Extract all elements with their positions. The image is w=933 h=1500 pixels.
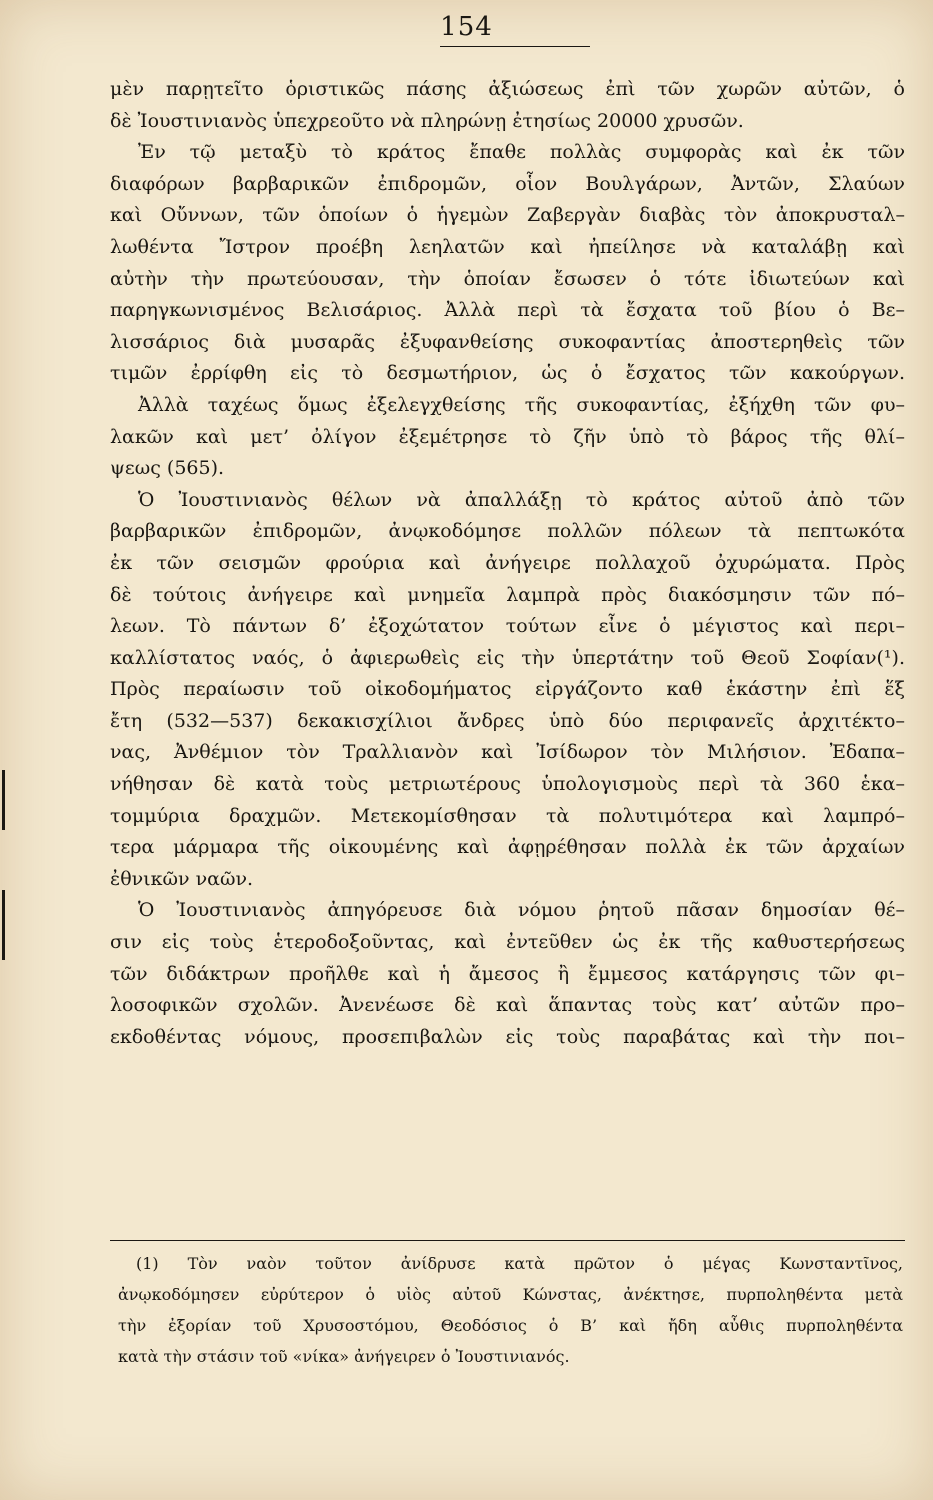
header-rule — [440, 46, 590, 47]
text-line: νας, Ἀνθέμιον τὸν Τραλλιανὸν καὶ Ἰσίδωρον τὸν Μιλήσιον. Ἐδαπα– — [110, 741, 905, 764]
text-line: σιν εἰς τοὺς ἑτεροδοξοῦντας, καὶ ἐντεῦθεν ὡς ἐκ τῆς καθυστερήσεως — [110, 931, 905, 954]
text-line: τερα μάρμαρα τῆς οἰκουμένης καὶ ἀφῃρέθησαν πολλὰ ἐκ τῶν ἀρχαίων — [110, 836, 905, 859]
text-line: καὶ Οὔννων, τῶν ὁποίων ὁ ἡγεμὼν Ζαβεργὰν διαβὰς τὸν ἀποκρυσταλ– — [110, 204, 905, 227]
text-line: ἐθνικῶν ναῶν. — [110, 867, 254, 890]
footnote-line: τὴν ἐξορίαν τοῦ Χρυσοστόμου, Θεοδόσιος ὁ Β’ καὶ ἤδη αὖθις πυρποληθέντα — [118, 1316, 903, 1335]
text-line: νήθησαν δὲ κατὰ τοὺς μετριωτέρους ὑπολογισμοὺς περὶ τὰ 360 ἑκα– — [110, 773, 905, 796]
text-line: τιμῶν ἐρρίφθη εἰς τὸ δεσμωτήριον, ὡς ὁ ἔσχατος τῶν κακούργων. — [110, 362, 905, 385]
footnote-line: ἀνῳκοδόμησεν εὐρύτερον ὁ υἱὸς αὐτοῦ Κώνστας, ἀνέκτησε, πυρποληθέντα μετὰ — [118, 1285, 903, 1304]
text-line: Πρὸς περαίωσιν τοῦ οἰκοδομήματος εἰργάζοντο καθ ἑκάστην ἐπὶ ἕξ — [110, 678, 905, 701]
footnote — [118, 1248, 903, 1372]
text-line: Ἀλλὰ ταχέως ὅμως ἐξελεγχθείσης τῆς συκοφαντίας, ἐξήχθη τῶν φυ– — [138, 393, 905, 416]
text-line: Ἐν τῷ μεταξὺ τὸ κράτος ἔπαθε πολλὰς συμφορὰς καὶ ἐκ τῶν — [138, 141, 905, 164]
edge-mark — [2, 770, 5, 830]
footnote-rule — [110, 1240, 905, 1241]
text-line: τομμύρια δραχμῶν. Μετεκομίσθησαν τὰ πολυτιμότερα καὶ λαμπρό– — [110, 804, 905, 827]
text-line: εκδοθέντας νόμους, προσεπιβαλὼν εἰς τοὺς παραβάτας καὶ τὴν ποι– — [110, 1025, 905, 1048]
text-line: λοσοφικῶν σχολῶν. Ἀνενέωσε δὲ καὶ ἅπαντας τοὺς κατ’ αὐτῶν προ– — [110, 994, 905, 1017]
text-line: δὲ Ἰουστινιανὸς ὑπεχρεοῦτο νὰ πληρώνῃ ἐτησίως 20000 χρυσῶν. — [110, 109, 744, 132]
text-line: λακῶν καὶ μετ’ ὀλίγον ἐξεμέτρησε τὸ ζῆν ὑπὸ τὸ βάρος τῆς θλί– — [110, 425, 905, 448]
text-line: τῶν διδάκτρων προῆλθε καὶ ἡ ἄμεσος ἢ ἔμμεσος κατάργησις τῶν φι– — [110, 962, 905, 985]
text-line: δὲ τούτοις ἀνήγειρε καὶ μνημεῖα λαμπρὰ πρὸς διακόσμησιν τῶν πό– — [110, 583, 905, 606]
page-number: 154 — [440, 12, 493, 42]
text-line: λισσάριος διὰ μυσαρᾶς ἐξυφανθείσης συκοφαντίας ἀποστερηθεὶς τῶν — [110, 330, 905, 353]
text-line: καλλίστατος ναός, ὁ ἀφιερωθεὶς εἰς τὴν ὑπερτάτην τοῦ Θεοῦ Σοφίαν(¹). — [110, 646, 905, 669]
text-line: Ὁ Ἰουστινιανὸς ἀπηγόρευσε διὰ νόμου ῥητοῦ πᾶσαν δημοσίαν θέ– — [138, 899, 905, 922]
text-line: μὲν παρῃτεῖτο ὁριστικῶς πάσης ἀξιώσεως ἐπὶ τῶν χωρῶν αὐτῶν, ὁ — [110, 78, 905, 100]
text-line: αὐτὴν τὴν πρωτεύουσαν, τὴν ὁποίαν ἔσωσεν ὁ τότε ἰδιωτεύων καὶ — [110, 267, 905, 290]
text-line: βαρβαρικῶν ἐπιδρομῶν, ἀνῳκοδόμησε πολλῶν πόλεων τὰ πεπτωκότα — [110, 520, 905, 543]
footnote-line: κατὰ τὴν στάσιν τοῦ «νίκα» ἀνήγειρεν ὁ Ἰουστινιανός. — [118, 1347, 570, 1366]
text-line: Ὁ Ἰουστινιανὸς θέλων νὰ ἀπαλλάξῃ τὸ κράτος αὐτοῦ ἀπὸ τῶν — [138, 488, 905, 511]
body-text — [110, 74, 905, 1053]
text-line: λωθέντα Ἴστρον προέβη λεηλατῶν καὶ ἠπείλησε νὰ καταλάβῃ καὶ — [110, 235, 905, 258]
footnote-line: (1) Τὸν ναὸν τοῦτον ἀνίδρυσε κατὰ πρῶτον ὁ μέγας Κωνσταντῖνος, — [136, 1254, 903, 1273]
text-line: λεων. Τὸ πάντων δ’ ἐξοχώτατον τούτων εἶνε ὁ μέγιστος καὶ περι– — [110, 615, 905, 638]
text-line: παρηγκωνισμένος Βελισάριος. Ἀλλὰ περὶ τὰ ἔσχατα τοῦ βίου ὁ Βε– — [110, 299, 905, 322]
text-line: ψεως (565). — [110, 457, 225, 480]
edge-mark — [2, 890, 5, 960]
text-line: διαφόρων βαρβαρικῶν ἐπιδρομῶν, οἷον Βουλγάρων, Ἀντῶν, Σλαύων — [110, 172, 905, 195]
text-line: ἐκ τῶν σεισμῶν φρούρια καὶ ἀνήγειρε πολλαχοῦ ὀχυρώματα. Πρὸς — [110, 551, 905, 574]
text-line: ἔτη (532—537) δεκακισχίλιοι ἄνδρες ὑπὸ δύο περιφανεῖς ἀρχιτέκτο– — [110, 709, 905, 732]
